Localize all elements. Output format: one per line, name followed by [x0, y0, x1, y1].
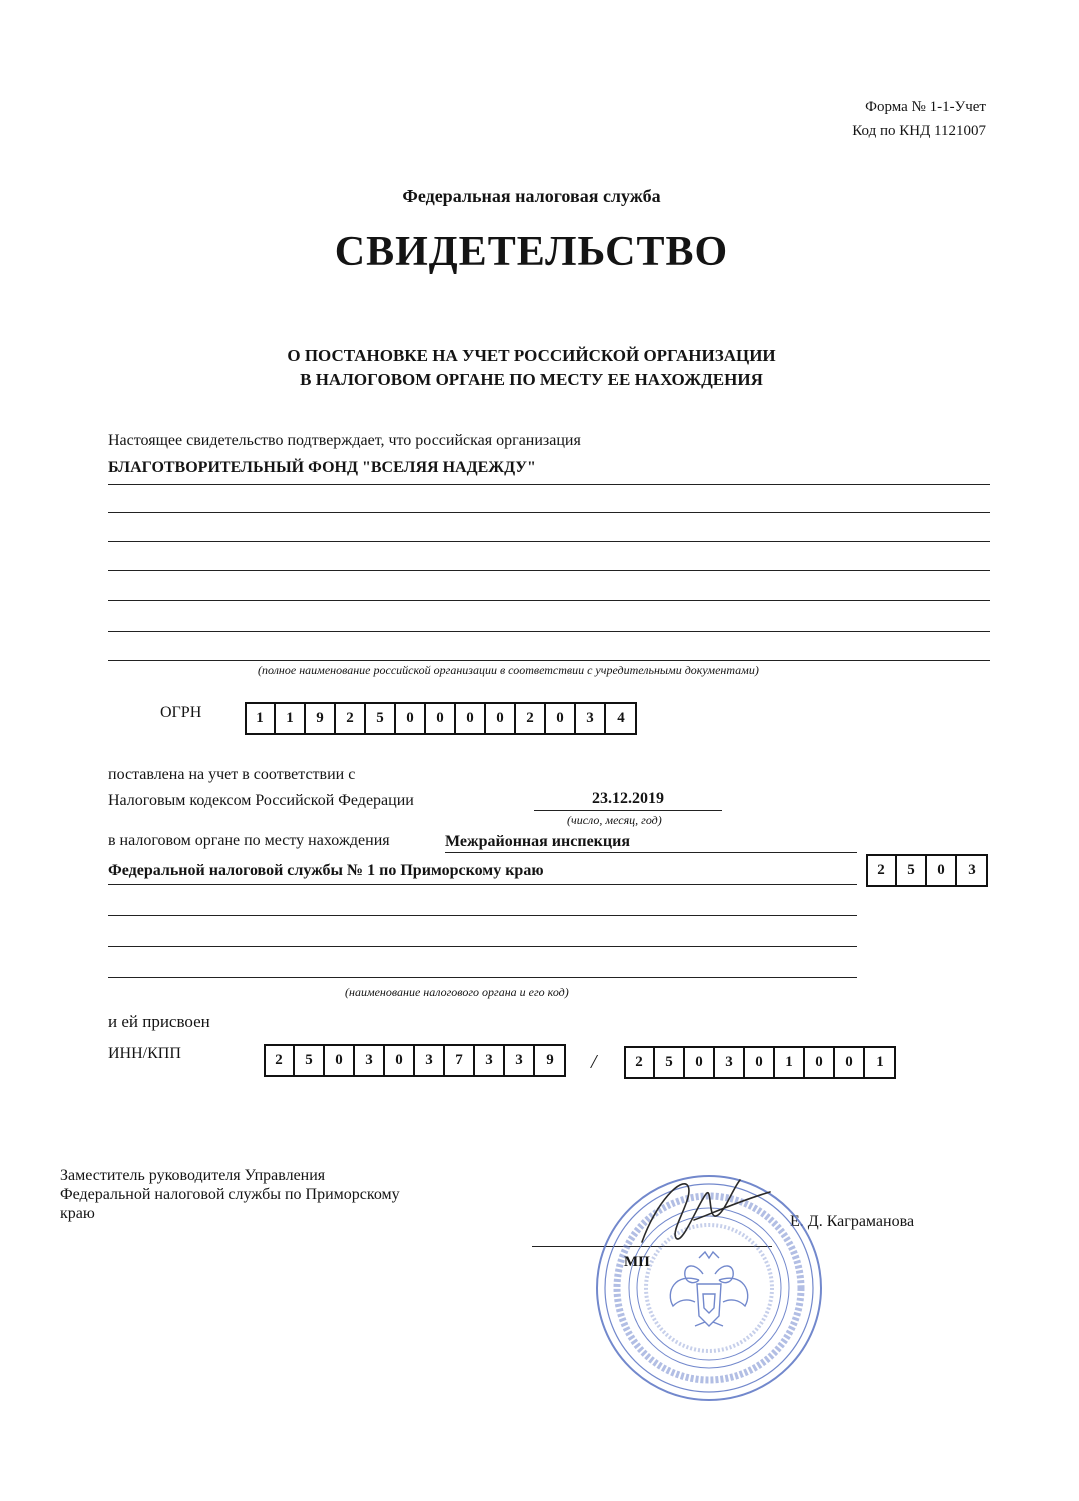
fill-line	[108, 512, 990, 513]
inn-digit: 7	[445, 1045, 475, 1076]
ogrn-digit: 0	[486, 703, 516, 734]
inn-digit: 9	[546, 1052, 554, 1068]
assignment-intro: и ей присвоен	[108, 1012, 210, 1031]
fill-line	[108, 660, 990, 661]
kpp-digit: 0	[685, 1047, 715, 1078]
subtitle-line-1: О ПОСТАНОВКЕ НА УЧЕТ РОССИЙСКОЙ ОРГАНИЗАЦИИ	[287, 346, 776, 365]
ogrn-digit: 2	[516, 703, 546, 734]
date-caption: (число, месяц, год)	[567, 813, 662, 827]
signatory-position-line-2: Федеральной налоговой службы по Приморскому	[60, 1186, 400, 1203]
signatory-position	[60, 1166, 400, 1223]
fill-line	[445, 852, 857, 853]
inn-digit: 0	[385, 1045, 415, 1076]
ogrn-digit-boxes	[245, 702, 637, 735]
registration-line-2: Налоговым кодексом Российской Федерации	[108, 792, 414, 809]
date-underline	[534, 810, 722, 811]
kpp-digit: 2	[625, 1047, 655, 1078]
inn-digit: 3	[505, 1045, 535, 1076]
fill-line	[108, 541, 990, 542]
signatory-position-line-1: Заместитель руководителя Управления	[60, 1167, 326, 1184]
fill-line	[108, 484, 990, 485]
tax-authority-caption: (наименование налогового органа и его код)	[345, 985, 569, 999]
tax-authority-code-digit: 2	[867, 855, 897, 886]
kpp-digit: 5	[655, 1047, 685, 1078]
knd-code: Код по КНД 1121007	[852, 123, 986, 139]
document-subtitle	[0, 344, 1063, 392]
registration-line-1: поставлена на учет в соответствии с	[108, 766, 356, 783]
fill-line	[108, 570, 990, 571]
fill-line	[108, 946, 857, 947]
tax-authority-code-digit: 3	[968, 862, 976, 878]
ogrn-digit: 0	[456, 703, 486, 734]
kpp-digit: 1	[775, 1047, 805, 1078]
form-identifier	[852, 95, 986, 143]
ogrn-digit: 0	[426, 703, 456, 734]
fill-line	[108, 977, 857, 978]
fill-line	[108, 600, 990, 601]
organization-name-caption: (полное наименование российской организации в соответствии с учредительными документами)	[258, 663, 759, 677]
inn-kpp-label: ИНН/КПП	[108, 1045, 181, 1062]
kpp-digit: 1	[876, 1054, 884, 1070]
tax-authority-name-part-1: Межрайонная инспекция	[445, 833, 630, 850]
ogrn-digit: 0	[546, 703, 576, 734]
seal-mark-label: МП	[624, 1254, 650, 1270]
kpp-digit-boxes	[624, 1046, 896, 1079]
document-title: СВИДЕТЕЛЬСТВО	[334, 229, 729, 275]
signatory-position-line-3: краю	[60, 1205, 95, 1222]
organization-name: БЛАГОТВОРИТЕЛЬНЫЙ ФОНД "ВСЕЛЯЯ НАДЕЖДУ"	[108, 459, 536, 476]
agency-name: Федеральная налоговая служба	[402, 186, 661, 206]
registration-date: 23.12.2019	[592, 790, 664, 807]
ogrn-digit: 4	[617, 710, 625, 726]
inn-kpp-separator: /	[591, 1051, 597, 1073]
inn-digit-boxes	[264, 1044, 566, 1077]
ogrn-digit: 3	[576, 703, 606, 734]
ogrn-digit: 0	[396, 703, 426, 734]
ogrn-digit: 1	[276, 703, 306, 734]
tax-authority-code-digit: 5	[897, 855, 927, 886]
inn-digit: 5	[295, 1045, 325, 1076]
inn-digit: 3	[415, 1045, 445, 1076]
location-intro: в налоговом органе по месту нахождения	[108, 832, 390, 849]
ogrn-label: ОГРН	[160, 704, 202, 721]
ogrn-digit: 2	[336, 703, 366, 734]
ogrn-digit: 5	[366, 703, 396, 734]
inn-digit: 0	[325, 1045, 355, 1076]
kpp-digit: 3	[715, 1047, 745, 1078]
tax-authority-code-boxes	[866, 854, 988, 887]
tax-authority-code-digit: 0	[927, 855, 957, 886]
kpp-digit: 0	[835, 1047, 865, 1078]
fill-line	[108, 631, 990, 632]
fill-line	[108, 884, 857, 885]
signatory-name: Е. Д. Каграманова	[790, 1213, 915, 1230]
tax-authority-name-part-2: Федеральной налоговой службы № 1 по Приморскому краю	[108, 862, 544, 879]
inn-digit: 2	[265, 1045, 295, 1076]
form-number: Форма № 1-1-Учет	[865, 99, 986, 115]
ogrn-digit: 9	[306, 703, 336, 734]
fill-line	[108, 915, 857, 916]
organization-intro: Настоящее свидетельство подтверждает, что российская организация	[108, 432, 581, 449]
kpp-digit: 0	[805, 1047, 835, 1078]
kpp-digit: 0	[745, 1047, 775, 1078]
inn-digit: 3	[475, 1045, 505, 1076]
ogrn-digit: 1	[246, 703, 276, 734]
inn-digit: 3	[355, 1045, 385, 1076]
subtitle-line-2: В НАЛОГОВОМ ОРГАНЕ ПО МЕСТУ ЕЕ НАХОЖДЕНИЯ	[300, 370, 763, 389]
handwritten-signature	[636, 1172, 776, 1264]
